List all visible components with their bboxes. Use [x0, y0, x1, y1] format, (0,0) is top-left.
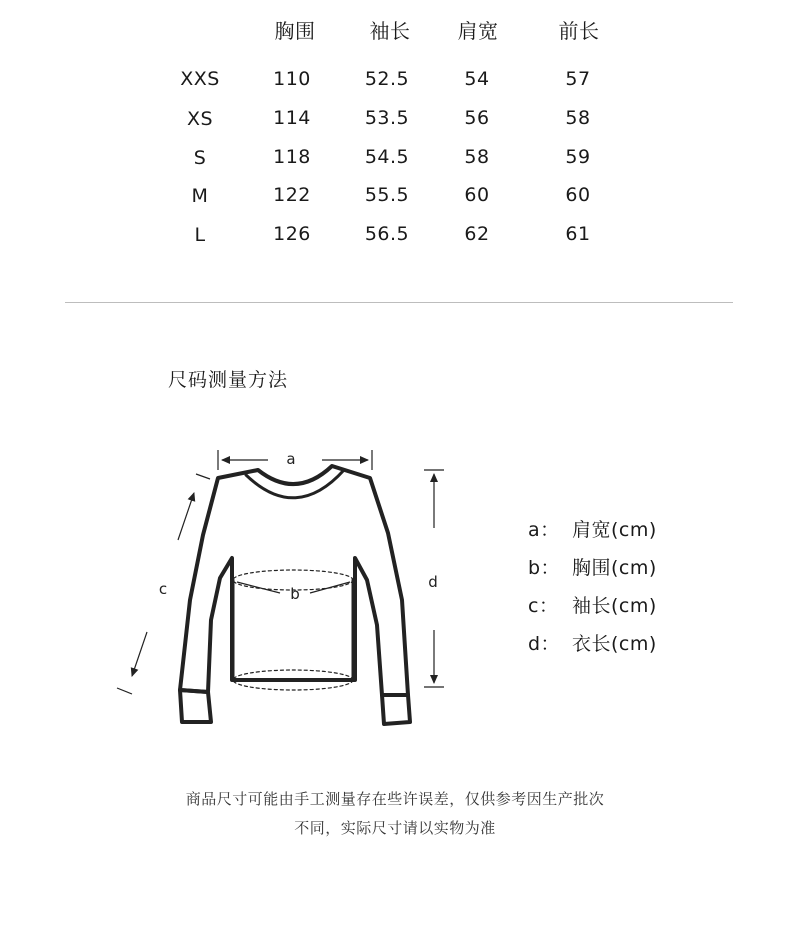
header-shoulder: 肩宽 [457, 19, 499, 43]
row-chest: 118 [273, 146, 311, 168]
legend-key: a： [528, 519, 560, 541]
row-sleeve: 54.5 [364, 146, 410, 168]
chest-line-left [237, 582, 280, 593]
row-shoulder: 60 [464, 184, 490, 206]
row-size: L [194, 224, 206, 246]
legend-key: b： [528, 557, 561, 579]
row-front-length: 57 [565, 68, 591, 90]
row-front-length: 58 [565, 107, 591, 129]
legend-item [528, 632, 657, 670]
row-shoulder: 58 [464, 146, 490, 168]
chest-line-right [310, 582, 350, 593]
row-shoulder: 56 [464, 107, 490, 129]
sleeve-tick-top [196, 474, 210, 479]
label-a: a [286, 450, 296, 468]
row-sleeve: 56.5 [364, 223, 410, 245]
row-size: XS [186, 108, 214, 130]
legend-text: 衣长(cm) [572, 633, 657, 655]
sleeve-arrow-down [132, 632, 147, 676]
row-size: XXS [180, 68, 220, 90]
row-sleeve: 53.5 [364, 107, 410, 129]
disclaimer-line-1: 商品尺寸可能由手工测量存在些许误差，仅供参考因生产批次 [185, 790, 605, 808]
header-front-length: 前长 [558, 19, 600, 43]
legend-text: 袖长(cm) [572, 595, 657, 617]
row-size: M [191, 185, 209, 207]
row-shoulder: 54 [464, 68, 490, 90]
label-b: b [290, 585, 300, 603]
legend-item [528, 518, 657, 556]
header-sleeve: 袖长 [369, 19, 411, 43]
row-chest: 114 [273, 107, 311, 129]
row-front-length: 61 [565, 223, 591, 245]
row-sleeve: 52.5 [364, 68, 410, 90]
header-chest: 胸围 [274, 19, 316, 43]
row-sleeve: 55.5 [364, 184, 410, 206]
label-d: d [428, 573, 438, 591]
row-chest: 122 [273, 184, 311, 206]
legend-text: 肩宽(cm) [572, 519, 657, 541]
row-chest: 126 [273, 223, 311, 245]
row-chest: 110 [273, 68, 311, 90]
disclaimer-line-2: 不同，实际尺寸请以实物为准 [294, 819, 496, 837]
legend-item [528, 556, 657, 594]
sleeve-tick-bottom [117, 688, 132, 694]
legend-key: c： [528, 595, 559, 617]
legend-key: d： [528, 633, 561, 655]
sleeve-arrow-up [178, 493, 194, 540]
legend-item [528, 594, 657, 632]
row-front-length: 60 [565, 184, 591, 206]
legend-text: 胸围(cm) [572, 557, 657, 579]
row-size: S [193, 147, 207, 169]
row-front-length: 59 [565, 146, 591, 168]
measure-section-title: 尺码测量方法 [168, 369, 289, 391]
measure-legend [528, 518, 657, 670]
label-c: c [158, 580, 168, 598]
row-shoulder: 62 [464, 223, 490, 245]
